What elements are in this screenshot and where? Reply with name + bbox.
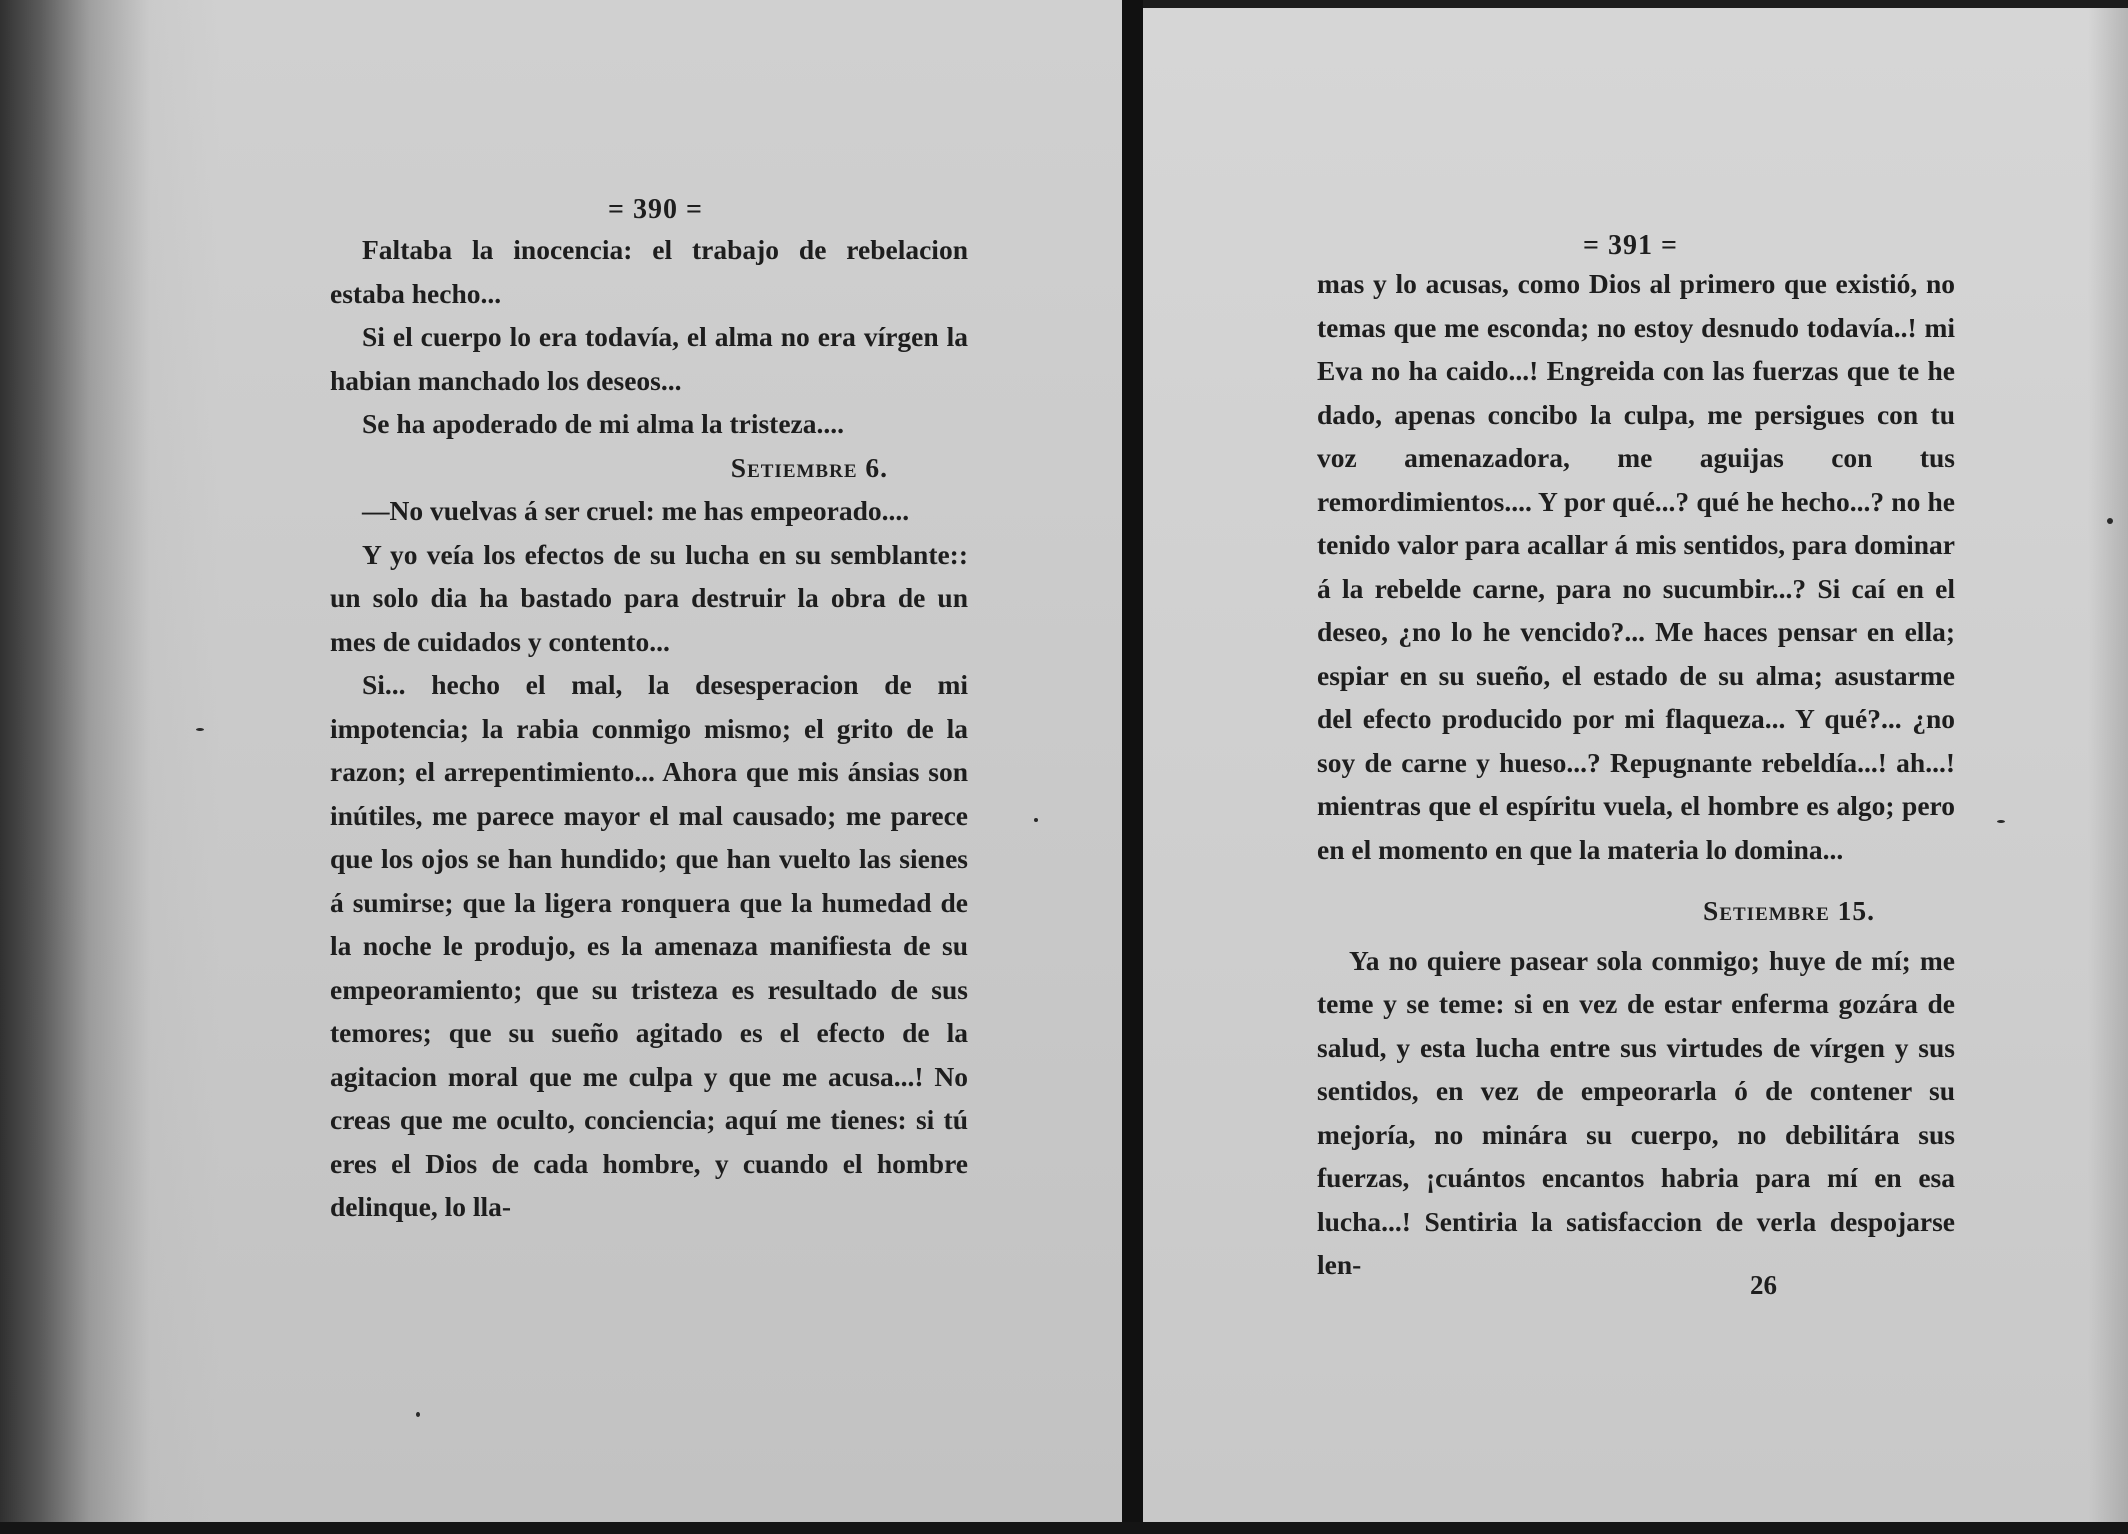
ink-speck — [2107, 518, 2113, 524]
left-paragraph-1: Faltaba la inocencia: el trabajo de rebelacion estaba hecho... — [330, 234, 968, 309]
right-paragraph-1: mas y lo acusas, como Dios al primero que existió, no temas que me esconda; no estoy desnudo todavía..! mi Eva no ha caido...! Engreida con las fuerzas que te he dado, apenas concibo la culpa, me persigues con tu voz amenazadora, me aguijas con tus remordimientos.... Y por qué...? qué he hecho...? no he tenido valor para acallar á mis sentidos, para dominar á la rebelde carne, para no sucumbir...? Si caí en el deseo, ¿no lo he vencido?... Me haces pensar en ella; espiar en su sueño, el estado de su alma; asustarme del efecto producido por mi flaqueza... Y qué?... ¿no soy de carne y hueso...? Repugnante rebeldía...! ah...! mientras que el espíritu vuela, el hombre es algo; pero en el momento en que la materia lo domina... — [1317, 268, 1955, 865]
left-page-text — [330, 228, 968, 1229]
left-date-heading: Setiembre 6. — [730, 451, 888, 483]
right-date-heading: Setiembre 15. — [1703, 895, 1875, 926]
ink-speck — [1997, 820, 2005, 823]
right-paragraph-2: Ya no quiere pasear sola conmigo; huye de mí; me teme y se teme: si en vez de estar enferma gozára de salud, y esta lucha entre sus virtudes de vírgen y sus sentidos, en vez de empeorarla ó de contener su mejoría, no minára su cuerpo, no debilitára sus fuerzas, ¡cuántos encantos habria para mí en esa lucha...! Sentiria la satisfaccion de verla despojarse len- — [1317, 944, 1955, 1280]
ink-speck — [416, 1412, 420, 1417]
left-paragraph-4: —No vuelvas á ser cruel: me has empeorado.... — [362, 495, 910, 526]
left-paragraph-2: Si el cuerpo lo era todavía, el alma no era vírgen la habian manchado los deseos... — [330, 321, 968, 396]
right-page-number: = 391 = — [1583, 230, 1678, 261]
right-page — [1143, 8, 2128, 1522]
left-paragraph-3: Se ha apoderado de mi alma la tristeza.... — [362, 408, 844, 439]
ink-speck — [196, 728, 204, 731]
left-page-number: = 390 = — [608, 194, 703, 225]
left-paragraph-6: Si... hecho el mal, la desesperacion de mi impotencia; la rabia conmigo mismo; el grito de la razon; el arrepentimiento... Ahora que mis ánsias son inútiles, me parece mayor el mal causado; me parece que los ojos se han hundido; que han vuelto las sienes á sumirse; que la ligera ronquera que la humedad de la noche le produjo, es la amenaza manifiesta de su empeoramiento; que su tristeza es resultado de sus temores; que su sueño agitado es el efecto de la agitacion moral que me culpa y que me acusa...! No creas que me oculto, conciencia; aquí me tienes: si tú eres el Dios de cada hombre, y cuando el hombre delinque, lo lla- — [330, 669, 968, 1222]
scan-bottom-edge — [0, 1522, 2128, 1534]
right-page-text — [1317, 262, 1955, 1287]
ink-speck — [1034, 818, 1038, 822]
book-gutter — [1122, 0, 1143, 1534]
left-paragraph-5: Y yo veía los efectos de su lucha en su semblante:: un solo dia ha bastado para destruir la obra de un mes de cuidados y contento... — [330, 538, 968, 657]
signature-mark: 26 — [1750, 1270, 1777, 1300]
